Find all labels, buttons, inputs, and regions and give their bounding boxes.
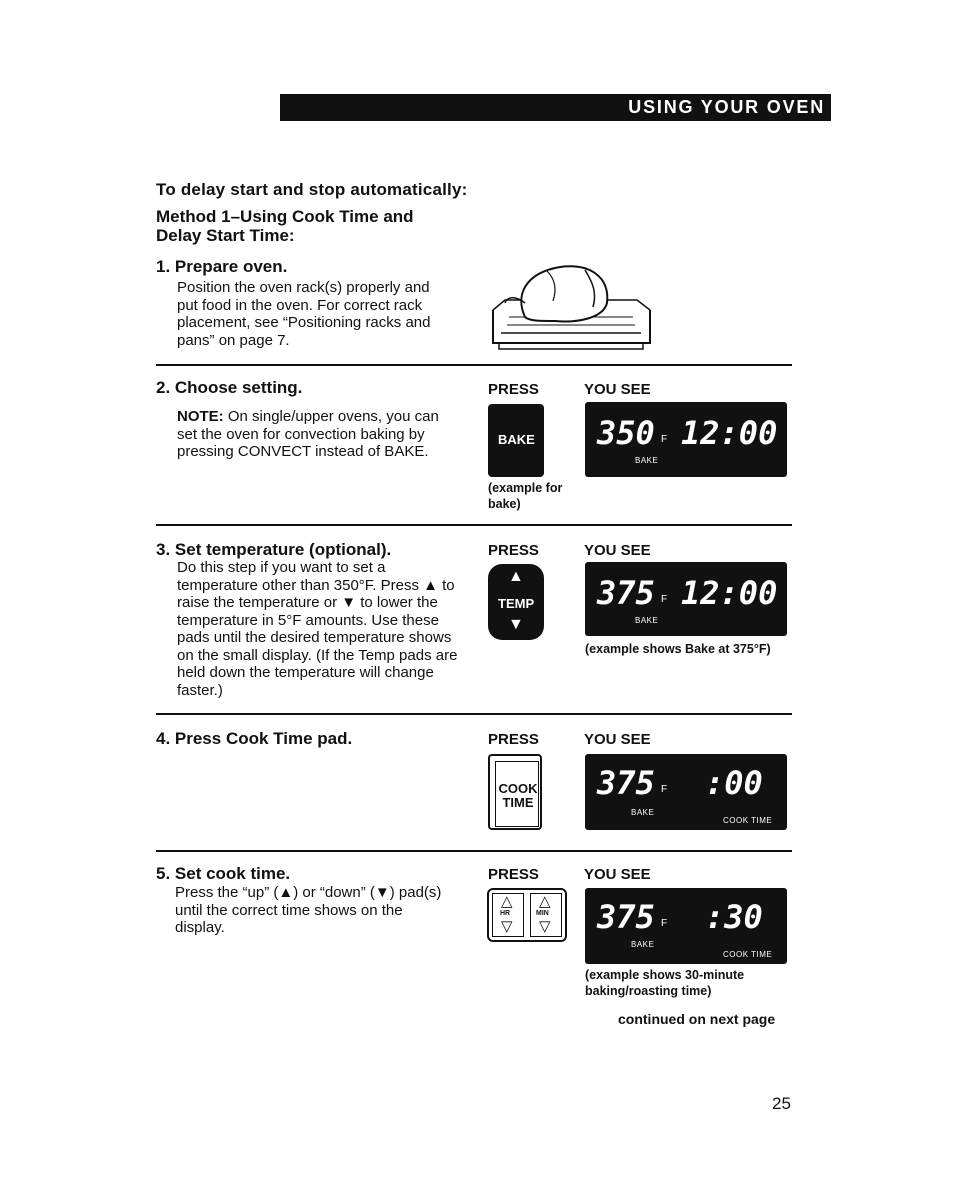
display-time: :00 bbox=[705, 764, 763, 802]
temp-up-arrow-icon[interactable]: ▲ bbox=[508, 568, 524, 585]
press-label: PRESS bbox=[488, 542, 539, 559]
press-label: PRESS bbox=[488, 866, 539, 883]
step5-title: 5. Set cook time. bbox=[156, 864, 291, 883]
oven-display bbox=[585, 402, 787, 477]
you-see-label: YOU SEE bbox=[584, 731, 651, 748]
min-up-arrow-icon[interactable]: △ bbox=[539, 893, 551, 910]
display-time: 12:00 bbox=[681, 574, 778, 612]
display-unit: F bbox=[661, 434, 668, 445]
bake-pad[interactable] bbox=[488, 404, 544, 477]
page-number: 25 bbox=[772, 1094, 791, 1113]
display-temperature: 350 bbox=[597, 414, 655, 452]
display-mode: BAKE bbox=[635, 456, 659, 465]
bake-pad-label: BAKE bbox=[498, 432, 535, 447]
divider bbox=[156, 524, 792, 526]
step1-title: 1. Prepare oven. bbox=[156, 257, 288, 276]
display-mode: BAKE bbox=[635, 616, 659, 625]
roast-chicken-illustration bbox=[485, 255, 657, 355]
bake-pad-caption: (example for bake) bbox=[488, 481, 563, 511]
display-unit: F bbox=[661, 784, 668, 795]
display-mode-cook-time: COOK TIME bbox=[723, 816, 773, 825]
min-down-arrow-icon[interactable]: ▽ bbox=[539, 918, 551, 935]
section-title: To delay start and stop automatically: bbox=[156, 180, 468, 199]
you-see-label: YOU SEE bbox=[584, 866, 651, 883]
you-see-label: YOU SEE bbox=[584, 381, 651, 398]
divider bbox=[156, 364, 792, 366]
display-unit: F bbox=[661, 594, 668, 605]
display-temperature: 375 bbox=[597, 574, 655, 612]
hr-pad[interactable] bbox=[492, 893, 524, 937]
display-temperature: 375 bbox=[597, 764, 655, 802]
oven-display bbox=[585, 888, 787, 964]
cook-time-pad[interactable] bbox=[488, 754, 542, 830]
method-title: Method 1–Using Cook Time and Delay Start Time: bbox=[156, 207, 414, 245]
press-label: PRESS bbox=[488, 381, 539, 398]
display-mode-cook-time: COOK TIME bbox=[723, 950, 773, 959]
temp-down-arrow-icon[interactable]: ▼ bbox=[508, 616, 524, 633]
step2-title: 2. Choose setting. bbox=[156, 378, 303, 397]
min-pad-label: MIN bbox=[536, 910, 549, 917]
hr-down-arrow-icon[interactable]: ▽ bbox=[501, 918, 513, 935]
cook-time-pad-label: COOK TIME bbox=[498, 781, 538, 810]
note-label: NOTE: bbox=[177, 408, 224, 425]
oven-display bbox=[585, 562, 787, 636]
display-time: :30 bbox=[705, 898, 763, 936]
display-temperature: 375 bbox=[597, 898, 655, 936]
oven-display bbox=[585, 754, 787, 830]
temp-pad[interactable] bbox=[488, 564, 544, 640]
section-banner bbox=[280, 94, 831, 121]
divider bbox=[156, 850, 792, 852]
you-see-label: YOU SEE bbox=[584, 542, 651, 559]
display-unit: F bbox=[661, 918, 668, 929]
note-text: On single/upper ovens, you can set the oven for convection baking by pressing CONVECT instead of BAKE. bbox=[177, 408, 439, 460]
step3-text: Do this step if you want to set a temperature other than 350°F. Press ▲ to raise the temperature or ▼ to lower the temperature in 5°F amounts. Use these pads until the desired temperature shows on the small display. (If the Temp pads are held down the temperature will change faster.) bbox=[177, 559, 458, 699]
step3-title: 3. Set temperature (optional). bbox=[156, 540, 392, 559]
display-time: 12:00 bbox=[681, 414, 778, 452]
display-caption: (example shows 30-minute baking/roasting time) bbox=[585, 968, 745, 998]
step1-text: Position the oven rack(s) properly and put food in the oven. For correct rack placement, see “Positioning racks and pans” on page 7. bbox=[177, 279, 431, 349]
continued-note: continued on next page bbox=[618, 1011, 776, 1027]
step2-note bbox=[177, 408, 457, 461]
banner-title: USING YOUR OVEN bbox=[628, 97, 825, 117]
hr-pad-label: HR bbox=[500, 910, 511, 917]
display-caption: (example shows Bake at 375°F) bbox=[585, 642, 771, 656]
temp-pad-label: TEMP bbox=[498, 596, 535, 611]
cook-time-hr-min-pads bbox=[487, 888, 567, 942]
hr-up-arrow-icon[interactable]: △ bbox=[501, 893, 513, 910]
display-mode: BAKE bbox=[631, 940, 655, 949]
step5-text: Press the “up” (▲) or “down” (▼) pad(s) until the correct time shows on the display. bbox=[175, 884, 442, 936]
display-mode: BAKE bbox=[631, 808, 655, 817]
step4-title: 4. Press Cook Time pad. bbox=[156, 729, 353, 748]
divider bbox=[156, 713, 792, 715]
min-pad[interactable] bbox=[530, 893, 562, 937]
press-label: PRESS bbox=[488, 731, 539, 748]
